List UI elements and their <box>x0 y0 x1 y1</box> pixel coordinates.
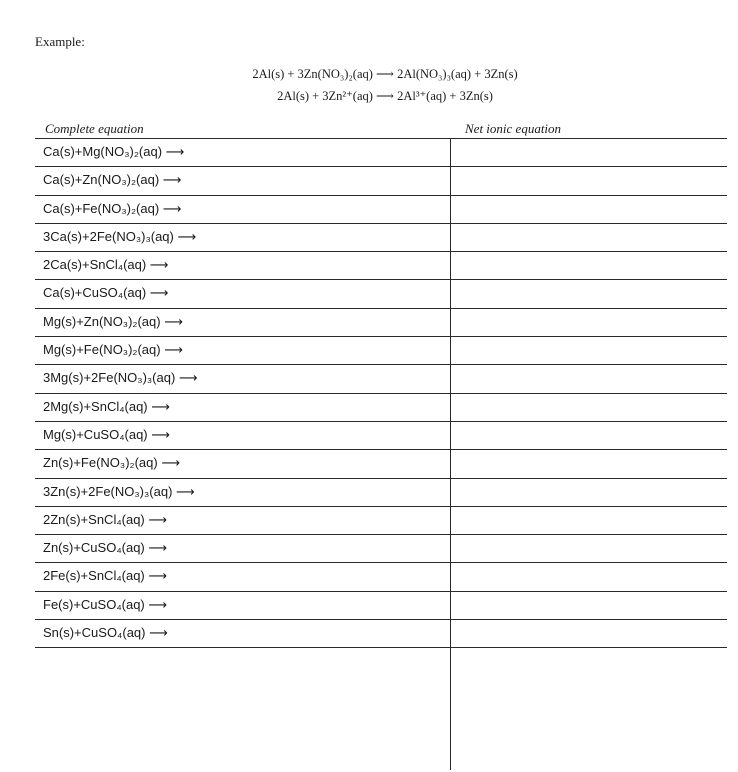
complete-equation-cell: 2Ca(s)+SnCl₄(aq) ⟶ <box>43 257 169 273</box>
table-row <box>35 449 727 477</box>
table-row <box>35 506 727 534</box>
table-row <box>35 336 727 364</box>
complete-equation-cell: 2Zn(s)+SnCl₄(aq) ⟶ <box>43 511 168 527</box>
table-row <box>35 393 727 421</box>
net-ionic-answer-cell[interactable] <box>447 592 727 619</box>
net-ionic-answer-cell[interactable] <box>447 139 727 166</box>
example-complete-equation: 2Al(s) + 3Zn(NO₃)₂(aq) ⟶ 2Al(NO₃)₃(aq) + 3Zn(s) <box>252 67 518 81</box>
example-net-ionic-equation: 2Al(s) + 3Zn²⁺(aq) ⟶ 2Al³⁺(aq) + 3Zn(s) <box>277 89 493 103</box>
complete-equation-cell: Ca(s)+Zn(NO₃)₂(aq) ⟶ <box>43 172 182 188</box>
complete-equation-cell: Zn(s)+Fe(NO₃)₂(aq) ⟶ <box>43 455 180 471</box>
net-ionic-answer-cell[interactable] <box>447 422 727 449</box>
net-ionic-answer-cell[interactable] <box>447 309 727 336</box>
complete-equation-cell: Fe(s)+CuSO₄(aq) ⟶ <box>43 596 167 612</box>
complete-equation-cell: Ca(s)+Fe(NO₃)₂(aq) ⟶ <box>43 200 182 216</box>
net-ionic-answer-cell[interactable] <box>447 252 727 279</box>
table-row <box>35 251 727 279</box>
table-row <box>35 279 727 307</box>
net-ionic-answer-cell[interactable] <box>447 224 727 251</box>
table-row <box>35 308 727 336</box>
net-ionic-answer-cell[interactable] <box>447 394 727 421</box>
net-ionic-answer-cell[interactable] <box>447 563 727 590</box>
net-ionic-answer-cell[interactable] <box>447 196 727 223</box>
example-label: Example: <box>35 34 85 49</box>
table-row <box>35 534 727 562</box>
complete-equation-cell: 3Ca(s)+2Fe(NO₃)₃(aq) ⟶ <box>43 228 197 244</box>
complete-equation-cell: Mg(s)+Zn(NO₃)₂(aq) ⟶ <box>43 313 183 329</box>
table-row <box>35 138 727 166</box>
table-row <box>35 619 727 648</box>
complete-equation-cell: Mg(s)+Fe(NO₃)₂(aq) ⟶ <box>43 342 183 358</box>
complete-equation-cell: 2Mg(s)+SnCl₄(aq) ⟶ <box>43 398 170 414</box>
column-header-complete: Complete equation <box>45 121 144 136</box>
complete-equation-cell: Mg(s)+CuSO₄(aq) ⟶ <box>43 426 170 442</box>
net-ionic-answer-cell[interactable] <box>447 535 727 562</box>
complete-equation-cell: Zn(s)+CuSO₄(aq) ⟶ <box>43 540 167 556</box>
table-row <box>35 166 727 194</box>
table-row <box>35 478 727 506</box>
net-ionic-answer-cell[interactable] <box>447 167 727 194</box>
column-divider <box>450 138 451 770</box>
net-ionic-answer-cell[interactable] <box>447 337 727 364</box>
net-ionic-answer-cell[interactable] <box>447 450 727 477</box>
complete-equation-cell: 3Zn(s)+2Fe(NO₃)₃(aq) ⟶ <box>43 483 195 499</box>
net-ionic-answer-cell[interactable] <box>447 507 727 534</box>
net-ionic-answer-cell[interactable] <box>447 365 727 392</box>
complete-equation-cell: 3Mg(s)+2Fe(NO₃)₃(aq) ⟶ <box>43 370 198 386</box>
complete-equation-cell: 2Fe(s)+SnCl₄(aq) ⟶ <box>43 568 168 584</box>
table-row <box>35 223 727 251</box>
table-row <box>35 195 727 223</box>
net-ionic-answer-cell[interactable] <box>447 479 727 506</box>
equation-table <box>35 138 727 648</box>
table-row <box>35 364 727 392</box>
net-ionic-answer-cell[interactable] <box>447 280 727 307</box>
table-row <box>35 562 727 590</box>
table-row <box>35 421 727 449</box>
net-ionic-answer-cell[interactable] <box>447 620 727 647</box>
complete-equation-cell: Sn(s)+CuSO₄(aq) ⟶ <box>43 625 168 641</box>
column-header-net-ionic: Net ionic equation <box>465 121 562 136</box>
table-row <box>35 591 727 619</box>
complete-equation-cell: Ca(s)+Mg(NO₃)₂(aq) ⟶ <box>43 144 185 159</box>
complete-equation-cell: Ca(s)+CuSO₄(aq) ⟶ <box>43 285 169 301</box>
